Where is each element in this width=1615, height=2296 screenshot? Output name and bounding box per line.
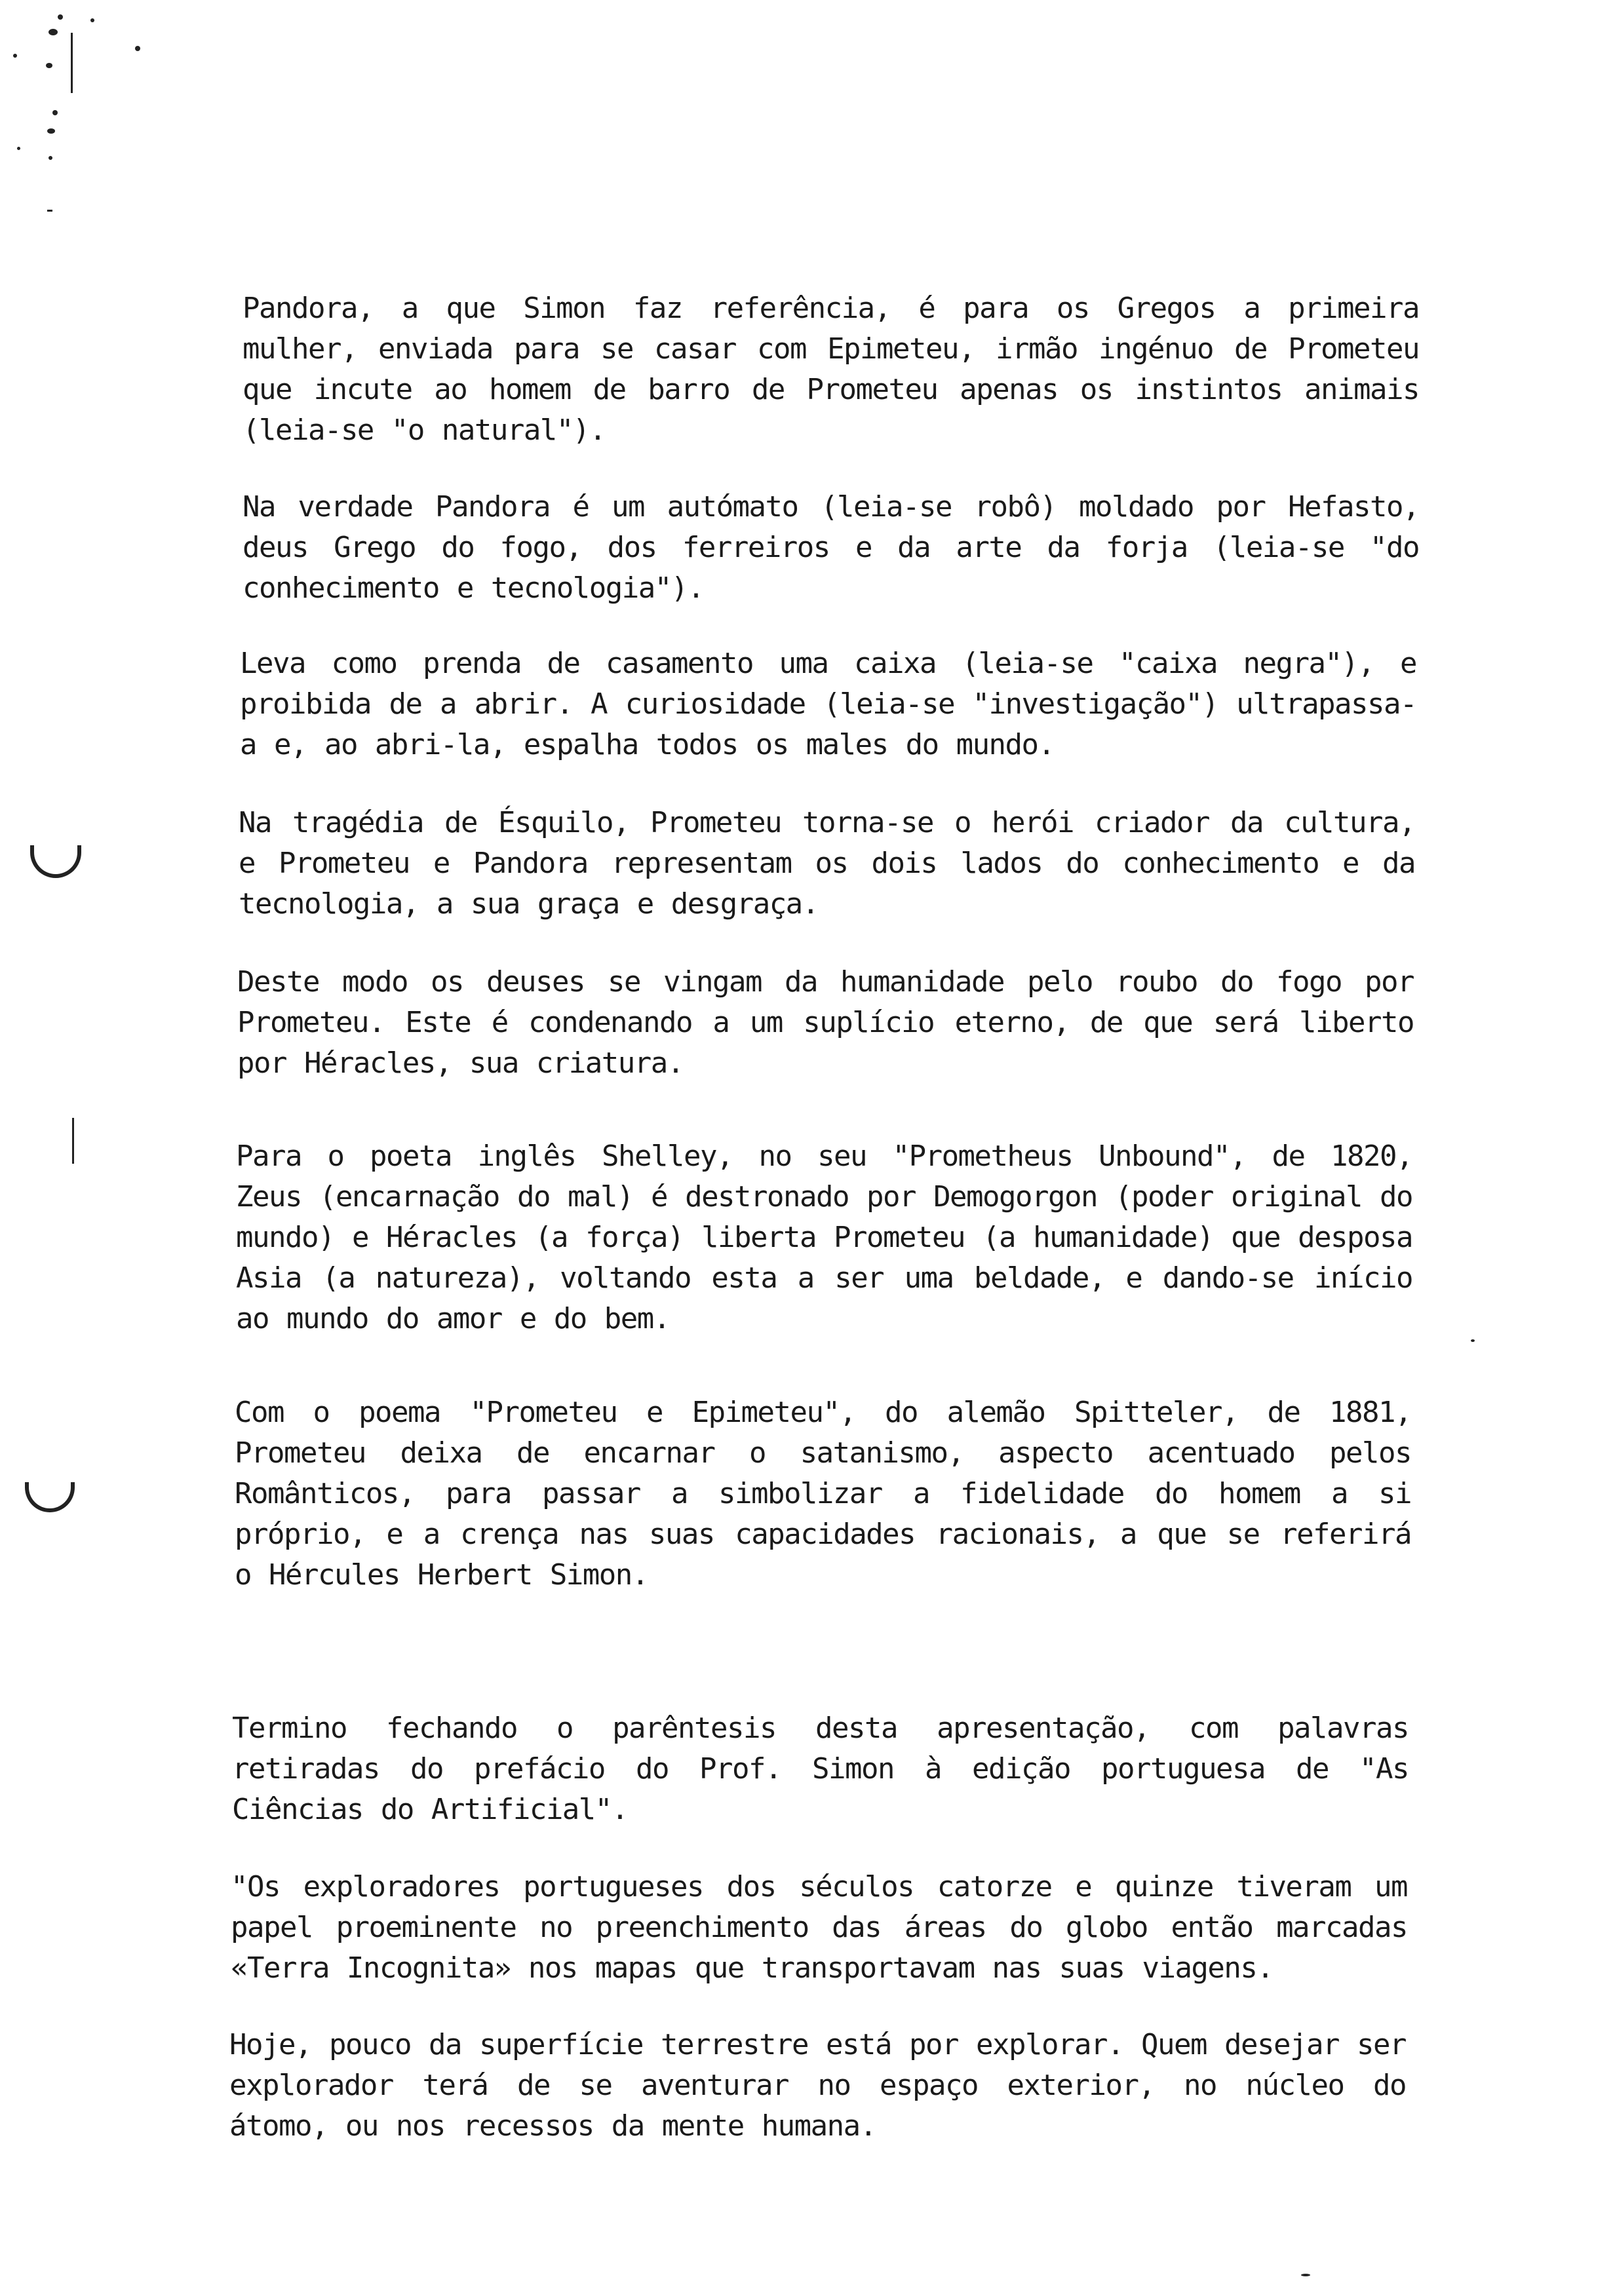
quote-paragraph: Hoje, pouco da superfície terrestre está por explorar. Quem desejar ser explorador terá de se aventurar no espaço exterior, no núcleo do átomo, ou nos recessos da mente humana. [229,2028,1406,2143]
paragraph: Com o poema "Prometeu e Epimeteu", do alemão Spitteler, de 1881, Prometeu deixa de encarnar o satanismo, aspecto acentuado pelos Românticos, para passar a simbolizar a fidelidade do homem a si próprio, e a crença nas suas capacidades racionais, a que se referirá o Hércules Herbert Simon. [235,1396,1411,1592]
paragraph: Pandora, a que Simon faz referência, é para os Gregos a primeira mulher, enviada para se casar com Epimeteu, irmão ingénuo de Prometeu que incute ao homem de barro de Prometeu apenas os instintos animais (leia-se "o natural"). [243,292,1419,447]
binder-hole-mark [25,1482,75,1512]
paragraph: Deste modo os deuses se vingam da humanidade pelo roubo do fogo por Prometeu. Este é condenando a um suplício eterno, de que será liberto por Héracles, sua criatura. [237,965,1414,1080]
scan-line [72,1118,74,1164]
quote-paragraph: "Os exploradores portugueses dos séculos catorze e quinze tiveram um papel proeminente no preenchimento das áreas do globo então marcadas «Terra Incognita» nos mapas que transportavam nas suas viagens. [231,1870,1407,1985]
scan-line [47,210,52,212]
paragraph: Termino fechando o parêntesis desta apresentação, com palavras retiradas do prefácio do Prof. Simon à edição portuguesa de "As Ciências do Artificial". [232,1712,1409,1826]
scan-speck [135,46,140,51]
scan-speck [49,29,58,35]
scan-speck [47,128,55,134]
scan-speck [13,54,17,58]
paragraph: Leva como prenda de casamento uma caixa (leia-se "caixa negra"), e proibida de a abrir. A curiosidade (leia-se "investigação") ultrapassa-a e, ao abri-la, espalha todos os males do mundo. [240,647,1416,761]
scan-speck [52,110,58,115]
paragraph: Para o poeta inglês Shelley, no seu "Prometheus Unbound", de 1820, Zeus (encarnação do mal) é destronado por Demogorgon (poder original do mundo) e Héracles (a força) liberta Prometeu (a humanidade) que desposa Asia (a natureza), voltando esta a ser uma beldade, e dando-se início ao mundo do amor e do bem. [236,1139,1412,1335]
scan-speck [46,63,52,68]
scan-line [71,33,73,93]
scan-speck [17,147,20,150]
paragraph: Na verdade Pandora é um autómato (leia-se robô) moldado por Hefasto, deus Grego do fogo, dos ferreiros e da arte da forja (leia-se "do conhecimento e tecnologia"). [243,490,1419,605]
scan-speck [90,18,94,22]
scan-speck [1301,2274,1310,2276]
paragraph: Na tragédia de Ésquilo, Prometeu torna-se o herói criador da cultura, e Prometeu e Pandora representam os dois lados do conhecimento e da tecnologia, a sua graça e desgraça. [239,806,1415,921]
scan-speck [58,14,63,20]
scan-speck [49,156,52,160]
binder-hole-mark [30,845,81,878]
scan-speck [1471,1339,1475,1342]
